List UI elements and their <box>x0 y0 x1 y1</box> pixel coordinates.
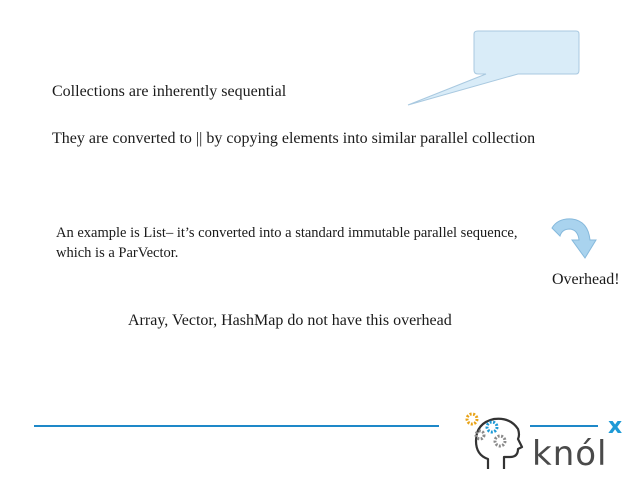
curved-arrow-icon <box>548 216 600 262</box>
footer-rule-right <box>530 425 598 427</box>
array-note: Array, Vector, HashMap do not have this overhead <box>128 312 452 329</box>
example-text: An example is List– it’s converted into a standard immutable parallel sequence, which is a ParVector. <box>56 225 518 261</box>
overhead-label: Overhead! <box>552 271 620 288</box>
callout-bubble <box>400 28 582 110</box>
knolx-logo-icon <box>458 405 530 471</box>
logo-wordmark: knól <box>532 434 608 474</box>
logo-x-mark: x <box>608 414 623 439</box>
bullet-converted: They are converted to || by copying elements into similar parallel collection <box>52 130 536 147</box>
bullet-sequential: Collections are inherently sequential <box>52 83 287 100</box>
footer-rule-left <box>34 425 439 427</box>
